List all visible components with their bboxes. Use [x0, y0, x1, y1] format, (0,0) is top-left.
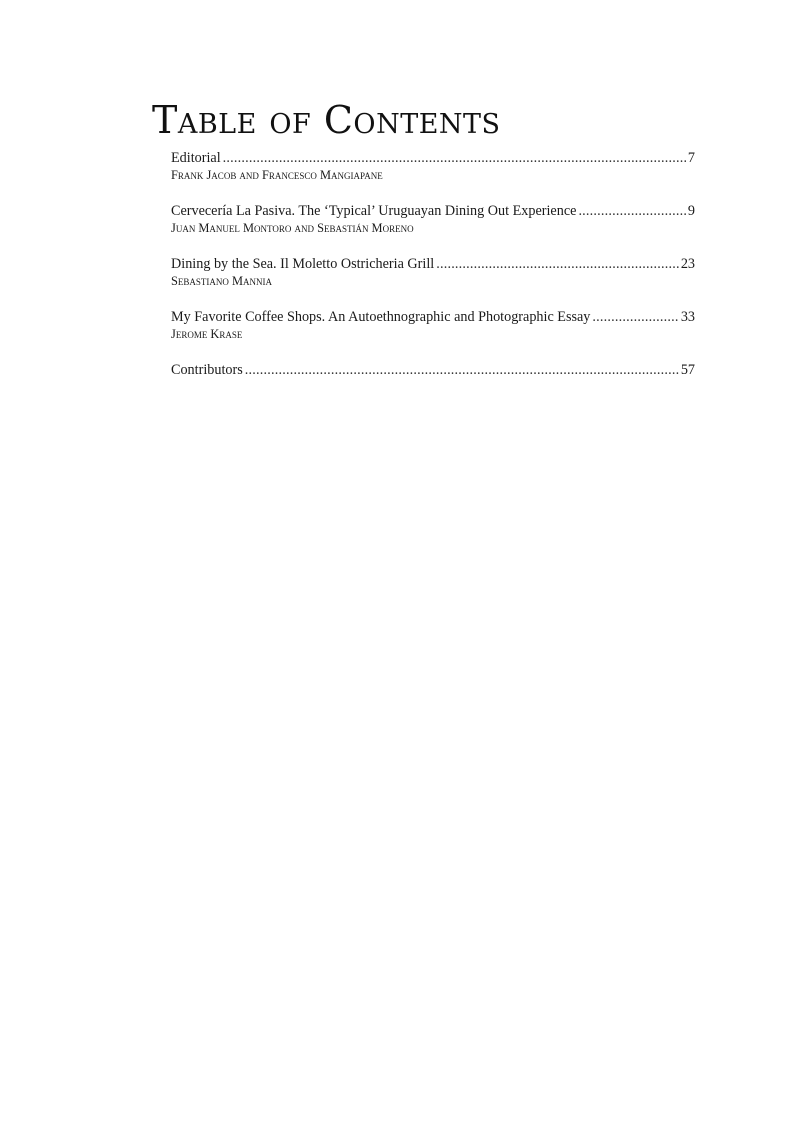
toc-entry-page: 9	[687, 203, 695, 219]
toc-entry-authors: Juan Manuel Montoro and Sebastián Moreno	[171, 221, 414, 235]
dot-leader	[223, 149, 686, 167]
toc-entry-page: 23	[680, 256, 695, 272]
dot-leader	[245, 361, 679, 379]
toc-line	[171, 308, 695, 326]
toc-entry-coffee-shops[interactable]	[171, 308, 695, 343]
toc-entry-cerveceria[interactable]	[171, 202, 695, 237]
toc-entry-title: Contributors	[171, 362, 243, 378]
toc-entry-authors: Jerome Krase	[171, 327, 243, 341]
toc-heading: Table of Contents	[152, 98, 501, 142]
dot-leader	[436, 255, 679, 273]
toc-entry-authors: Frank Jacob and Francesco Mangiapane	[171, 168, 383, 182]
toc-entry-page: 57	[680, 362, 695, 378]
toc-entry-editorial[interactable]	[171, 149, 695, 184]
toc-line	[171, 202, 695, 220]
toc-list	[171, 149, 695, 397]
toc-line	[171, 255, 695, 273]
toc-entry-title: My Favorite Coffee Shops. An Autoethnographic and Photographic Essay	[171, 309, 591, 325]
toc-entry-dining-by-the-sea[interactable]	[171, 255, 695, 290]
dot-leader	[592, 308, 678, 326]
toc-entry-title: Cervecería La Pasiva. The ‘Typical’ Uruguayan Dining Out Experience	[171, 203, 577, 219]
dot-leader	[578, 202, 685, 220]
toc-line	[171, 149, 695, 167]
toc-entry-contributors[interactable]	[171, 361, 695, 379]
toc-entry-page: 7	[687, 150, 695, 166]
toc-entry-title: Dining by the Sea. Il Moletto Ostricheria Grill	[171, 256, 435, 272]
toc-entry-title: Editorial	[171, 150, 221, 166]
toc-entry-page: 33	[680, 309, 695, 325]
toc-line	[171, 361, 695, 379]
toc-entry-authors: Sebastiano Mannia	[171, 274, 272, 288]
